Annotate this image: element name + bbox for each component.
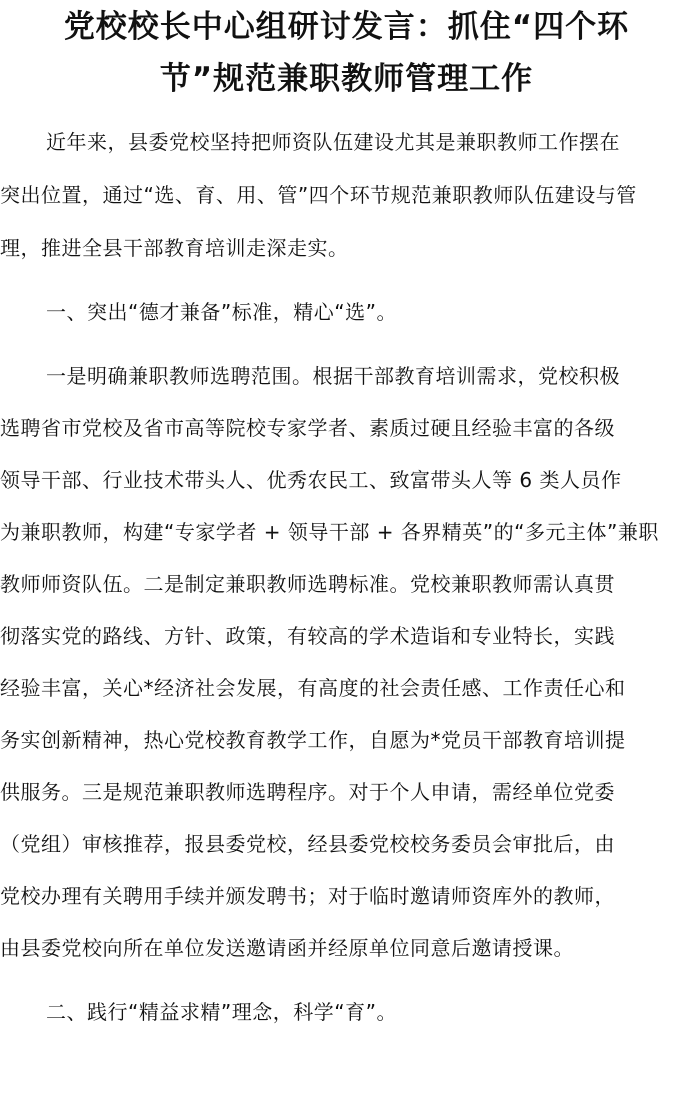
intro-paragraph-line: 突出位置，通过“选、育、用、管”四个环节规范兼职教师队伍建设与管 [0, 183, 637, 207]
section-1-body-line: （党组）审核推荐，报县委党校，经县委党校校务委员会审批后，由 [0, 832, 615, 856]
section-1-heading: 一、突出“德才兼备”标准，精心“选”。 [46, 300, 397, 324]
section-1-body-line: 经验丰富，关心*经济社会发展，有高度的社会责任感、工作责任心和 [0, 676, 626, 700]
section-1-body-line: 一是明确兼职教师选聘范围。根据干部教育培训需求，党校积极 [46, 364, 620, 388]
section-1-body-line: 为兼职教师，构建“专家学者 + 领导干部 + 各界精英”的“多元主体”兼职 [0, 520, 659, 544]
section-1-body-line: 由县委党校向所在单位发送邀请函并经原单位同意后邀请授课。 [0, 936, 574, 960]
section-1-body-line: 彻落实党的路线、方针、政策，有较高的学术造诣和专业特长，实践 [0, 624, 615, 648]
intro-paragraph-line: 理，推进全县干部教育培训走深走实。 [0, 236, 349, 260]
section-1-body-line: 务实创新精神，热心党校教育教学工作，自愿为*党员干部教育培训提 [0, 728, 626, 752]
section-1-body-line: 领导干部、行业技术带头人、优秀农民工、致富带头人等 6 类人员作 [0, 468, 622, 492]
section-2-heading: 二、践行“精益求精”理念，科学“育”。 [46, 1000, 397, 1024]
section-1-body-line: 选聘省市党校及省市高等院校专家学者、素质过硬且经验丰富的各级 [0, 416, 615, 440]
section-1-body-line: 党校办理有关聘用手续并颁发聘书；对于临时邀请师资库外的教师， [0, 884, 615, 908]
document-title-line-1: 党校校长中心组研讨发言：抓住“四个环 [63, 9, 630, 45]
intro-paragraph-line: 近年来，县委党校坚持把师资队伍建设尤其是兼职教师工作摆在 [46, 130, 620, 154]
document-title-line-2: 节”规范兼职教师管理工作 [159, 61, 534, 97]
section-1-body-line: 教师师资队伍。二是制定兼职教师选聘标准。党校兼职教师需认真贯 [0, 572, 615, 596]
section-1-body-line: 供服务。三是规范兼职教师选聘程序。对于个人申请，需经单位党委 [0, 780, 615, 804]
